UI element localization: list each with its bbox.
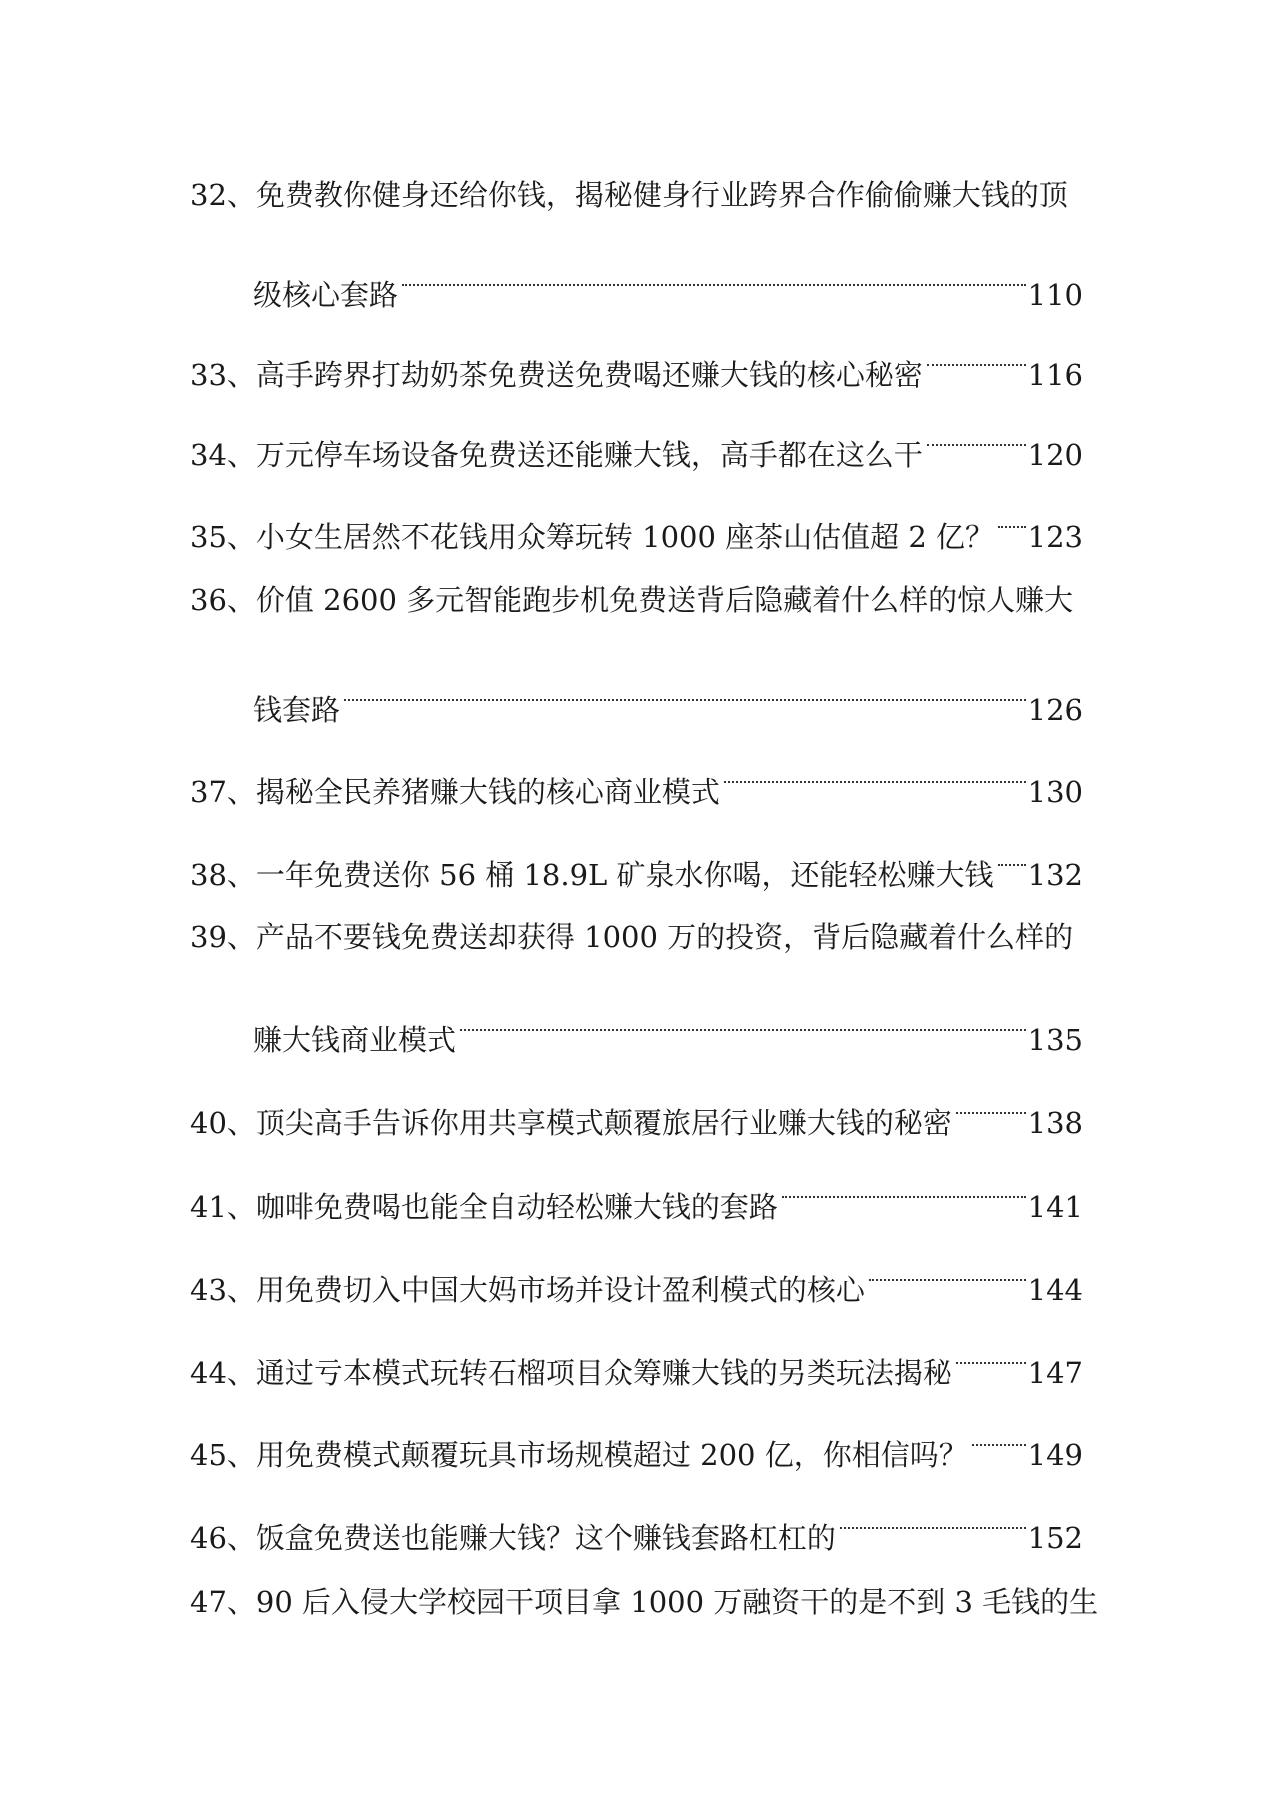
toc-page-number: 144: [1027, 1273, 1083, 1307]
toc-title: 用免费切入中国大妈市场并设计盈利模式的核心: [255, 1273, 865, 1307]
toc-page-number: 120: [1027, 438, 1083, 472]
toc-lead: [190, 907, 1083, 967]
toc-entry-37[interactable]: [0, 742, 1273, 809]
toc-number: 47、: [190, 1585, 256, 1619]
toc-lead: [190, 405, 1083, 485]
toc-title: 饭盒免费送也能赚大钱？这个赚钱套路杠杠的: [255, 1521, 836, 1555]
toc-number: 41、: [190, 1190, 256, 1224]
toc-title: 一年免费送你 56 桶 18.9L 矿泉水你喝，还能轻松赚大钱: [255, 858, 994, 892]
toc-page-number: 123: [1027, 520, 1083, 554]
toc-entry-36-line-1[interactable]: [0, 570, 1273, 630]
toc-lead: [190, 570, 1083, 630]
toc-number: 40、: [190, 1106, 256, 1140]
toc-lead: [190, 1488, 1083, 1568]
toc-title: 价值 2600 多元智能跑步机免费送背后隐藏着什么样的惊人赚大: [255, 583, 1074, 617]
toc-page-number: 147: [1027, 1356, 1083, 1390]
toc-title: 揭秘全民养猪赚大钱的核心商业模式: [255, 775, 720, 809]
toc-page-number: 138: [1027, 1106, 1083, 1140]
toc-number: 34、: [190, 438, 256, 472]
toc-page-number: 149: [1027, 1438, 1083, 1472]
toc-number: 35、: [190, 520, 256, 554]
toc-number: 39、: [190, 920, 256, 954]
dot-leader: [722, 742, 1026, 802]
toc-page-number: 116: [1027, 358, 1083, 392]
toc-page-number: 141: [1027, 1190, 1083, 1224]
toc-number: 37、: [190, 775, 256, 809]
toc-lead: [253, 245, 1083, 325]
toc-title: 小女生居然不花钱用众筹玩转 1000 座茶山估值超 2 亿？: [255, 520, 995, 554]
toc-lead: [190, 742, 1083, 822]
toc-title: 90 后入侵大学校园干项目拿 1000 万融资干的是不到 3 毛钱的生: [255, 1585, 1099, 1619]
toc-lead: [190, 1323, 1083, 1403]
toc-entry-45[interactable]: [0, 1405, 1273, 1472]
toc-page-number: 130: [1027, 775, 1083, 809]
toc-number: 44、: [190, 1356, 256, 1390]
toc-lead: [190, 1073, 1083, 1153]
dot-leader: [458, 990, 1026, 1050]
toc-lead: [253, 660, 1083, 740]
dot-leader: [996, 825, 1026, 885]
toc-entry-35[interactable]: [0, 487, 1273, 554]
toc-title: 赚大钱商业模式: [253, 1023, 457, 1057]
toc-lead: [190, 1405, 1083, 1485]
toc-entry-39-line-2[interactable]: [0, 990, 1273, 1057]
toc-title: 顶尖高手告诉你用共享模式颠覆旅居行业赚大钱的秘密: [255, 1106, 952, 1140]
toc-title: 产品不要钱免费送却获得 1000 万的投资，背后隐藏着什么样的: [255, 920, 1074, 954]
toc-title: 钱套路: [253, 693, 341, 727]
toc-entry-41[interactable]: [0, 1157, 1273, 1224]
toc-entry-36-line-2[interactable]: [0, 660, 1273, 727]
toc-entry-38[interactable]: [0, 825, 1273, 892]
toc-entry-32-line-2[interactable]: [0, 245, 1273, 312]
toc-number: 32、: [190, 178, 256, 212]
toc-title: 通过亏本模式玩转石榴项目众筹赚大钱的另类玩法揭秘: [255, 1356, 952, 1390]
toc-number: 45、: [190, 1438, 256, 1472]
toc-lead: [190, 325, 1083, 405]
toc-entry-32-line-1[interactable]: [0, 165, 1273, 225]
toc-title: 级核心套路: [253, 278, 399, 312]
toc-page-number: 126: [1027, 693, 1083, 727]
toc-lead: [190, 487, 1083, 567]
dot-leader: [996, 487, 1026, 547]
toc-lead: [253, 990, 1083, 1070]
toc-lead: [190, 1157, 1083, 1237]
toc-entry-33[interactable]: [0, 325, 1273, 392]
toc-lead: [190, 1240, 1083, 1320]
toc-title: 高手跨界打劫奶茶免费送免费喝还赚大钱的核心秘密: [255, 358, 923, 392]
toc-number: 43、: [190, 1273, 256, 1307]
toc-title: 免费教你健身还给你钱，揭秘健身行业跨界合作偷偷赚大钱的顶: [255, 178, 1068, 212]
toc-entry-39-line-1[interactable]: [0, 907, 1273, 967]
dot-leader: [400, 245, 1026, 305]
toc-entry-44[interactable]: [0, 1323, 1273, 1390]
toc-lead: [190, 1572, 1099, 1632]
dot-leader: [954, 1073, 1026, 1133]
toc-page-number: 110: [1027, 278, 1083, 312]
toc-title: 万元停车场设备免费送还能赚大钱，高手都在这么干: [255, 438, 923, 472]
dot-leader: [925, 325, 1026, 385]
toc-entry-40[interactable]: [0, 1073, 1273, 1140]
dot-leader: [342, 660, 1026, 720]
toc-entry-34[interactable]: [0, 405, 1273, 472]
dot-leader: [970, 1405, 1026, 1465]
dot-leader: [838, 1488, 1026, 1548]
toc-lead: [190, 825, 1083, 905]
dot-leader: [954, 1323, 1026, 1383]
dot-leader: [867, 1240, 1026, 1300]
toc-title: 咖啡免费喝也能全自动轻松赚大钱的套路: [255, 1190, 778, 1224]
toc-number: 36、: [190, 583, 256, 617]
toc-entry-47-line-1[interactable]: [0, 1572, 1273, 1632]
toc-number: 46、: [190, 1521, 256, 1555]
dot-leader: [925, 405, 1026, 465]
toc-entry-43[interactable]: [0, 1240, 1273, 1307]
toc-number: 33、: [190, 358, 256, 392]
toc-entry-46[interactable]: [0, 1488, 1273, 1555]
toc-number: 38、: [190, 858, 256, 892]
toc-page-number: 152: [1027, 1521, 1083, 1555]
toc-title: 用免费模式颠覆玩具市场规模超过 200 亿，你相信吗？: [255, 1438, 968, 1472]
toc-lead: [190, 165, 1083, 225]
dot-leader: [780, 1157, 1026, 1217]
toc-page-number: 132: [1027, 858, 1083, 892]
toc-page-number: 135: [1027, 1023, 1083, 1057]
